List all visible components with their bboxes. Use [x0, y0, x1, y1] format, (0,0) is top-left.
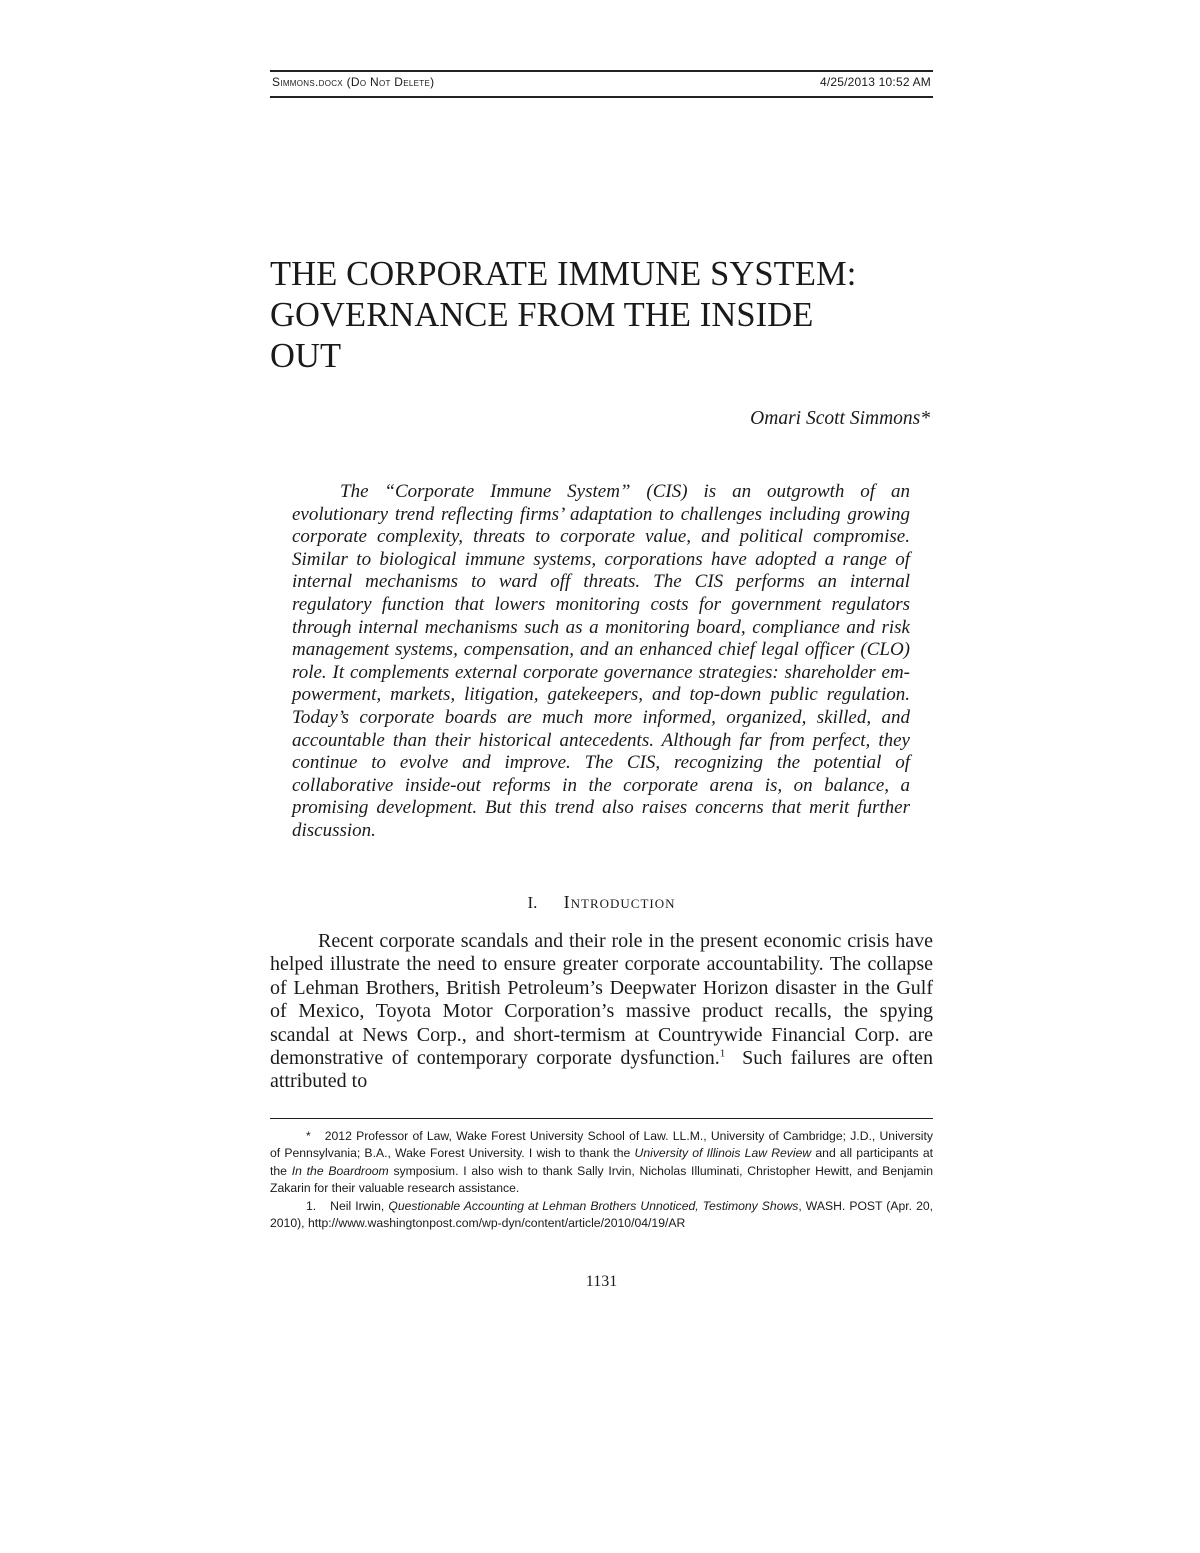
header-timestamp: 4/25/2013 10:52 AM [819, 75, 931, 89]
journal-name: University of Illinois Law Review [634, 1146, 812, 1161]
paragraph-text: Recent corporate scandals and their role in the present economic crisis have helped illustrate the need to ensure greater corporate accountability. The collapse of Lehman Brothers, British Petroleum’s Deepwater Horizon disaster in the Gulf of Mexico, Toyota Motor Corporation’s massive product recalls, the spying scandal at News Corp., and short-termism at Countrywide Financial Corp. are demonstrative of contemporary corporate dysfunction. [270, 930, 933, 1070]
symposium-name: In the Boardroom [291, 1163, 389, 1178]
abstract: The “Corporate Immune System” (CIS) is an outgrowth of an evolutionary trend reflecting firms’ adaptation to challenges including growing corporate complexity, threats to corporate value, and political compromise. Similar to biological immune systems, corporations have adopted a range of internal mechanisms to ward off threats. The CIS performs an internal regulatory function that lowers monitoring costs for government regulators through internal mechanisms such as a monitoring board, compliance and risk management systems, compensation, and an enhanced chief legal officer (CLO) role. It complements external corporate governance strategies: shareholder empowerment, markets, litigation, gatekeepers, and top-down public regulation. Today’s corporate boards are much more informed, organized, skilled, and accountable than their historical antecedents. Although far from perfect, they continue to evolve and improve. The CIS, recognizing the potential of collaborative inside-out reforms in the corporate arena is, on balance, a promising development. But this trend also raises concerns that merit further discussion. [292, 481, 910, 841]
footnote-text: symposium. I also wish to thank Sally Irvin, Nicholas Illuminati, Christopher Hewitt, and Benjamin Zakarin for their valuable research assistance. [270, 1163, 933, 1196]
page-number: 1131 [585, 1273, 618, 1290]
body-paragraph [270, 930, 933, 1094]
footnote-citation[interactable]: , WASH. POST (Apr. 20, 2010), http://www.washingtonpost.com/wp-dyn/content/article/2010/04/19/AR [270, 1198, 934, 1231]
cited-article-title: Questionable Accounting at Lehman Brothers Unnoticed, Testimony Shows [388, 1198, 799, 1213]
title-line-3: OUT [270, 337, 342, 375]
section-heading [270, 892, 933, 913]
footnote-cited-author: Neil Irwin, [330, 1198, 385, 1213]
footnote-1 [270, 1198, 933, 1233]
author-name: Omari Scott Simmons* [750, 408, 930, 429]
footnote-text: 2012 Professor of Law, Wake Forest University School of Law. LL.M., University of Cambridge; J.D., University of Pennsylvania; B.A., Wake Forest University. I wish to thank the [270, 1129, 933, 1161]
article-title [270, 254, 933, 377]
title-line-1: THE CORPORATE IMMUNE SYSTEM: [270, 255, 857, 293]
footnote-text: and all participants at the [270, 1146, 933, 1178]
footnote-marker: 1. [306, 1198, 317, 1213]
footnote-reference[interactable]: 1 [719, 1047, 726, 1060]
header-filename: Simmons.docx (Do Not Delete) [272, 75, 435, 89]
section-number: I. [527, 893, 538, 912]
section-title: Introduction [563, 892, 676, 912]
footnotes [270, 1128, 933, 1232]
paragraph-tail: Such failures are often attributed to [270, 1047, 933, 1093]
title-line-2: GOVERNANCE FROM THE INSIDE [270, 296, 814, 334]
footnote-marker: * [306, 1129, 311, 1143]
footnote-divider [270, 1118, 933, 1119]
footnote-author [270, 1128, 933, 1198]
running-header [270, 70, 933, 98]
